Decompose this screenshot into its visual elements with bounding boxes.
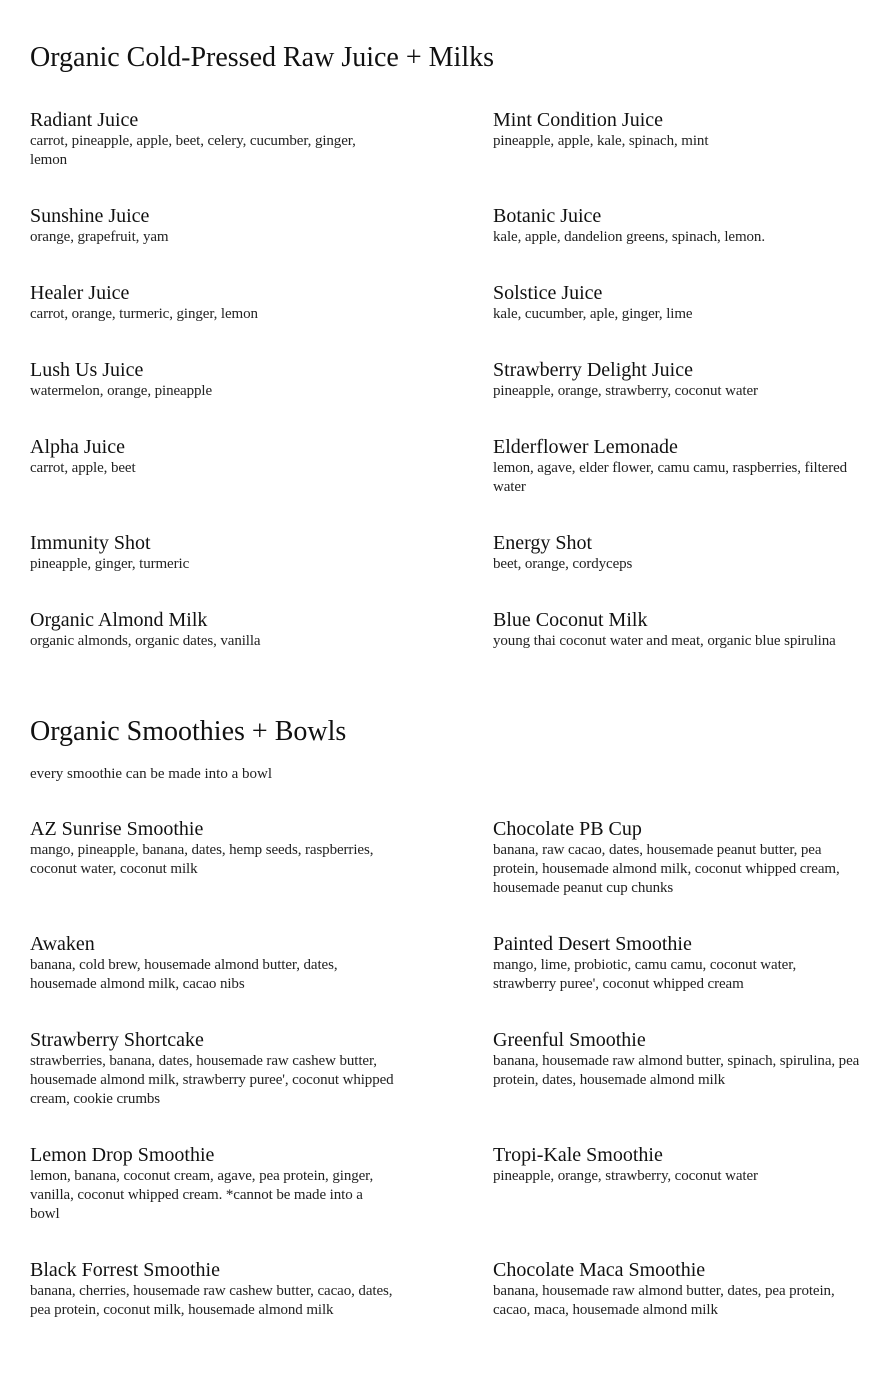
menu-item-name: Awaken (30, 933, 95, 955)
menu-item-name: Painted Desert Smoothie (493, 933, 692, 955)
menu-item-ingredients: beet, orange, cordyceps (493, 556, 633, 572)
menu-item-name: Greenful Smoothie (493, 1029, 646, 1051)
menu-item-ingredients: carrot, apple, beet (30, 460, 136, 476)
menu-item (30, 1143, 395, 1224)
menu-item-ingredients: mango, lime, probiotic, camu camu, coconut water, strawberry puree', coconut whipped cream (493, 957, 797, 992)
menu-item-ingredients: lemon, banana, coconut cream, agave, pea protein, ginger, vanilla, coconut whipped cream. *cannot be made into a bowl (30, 1168, 374, 1222)
menu-item-name: Blue Coconut Milk (493, 609, 648, 631)
menu-item-name: Strawberry Shortcake (30, 1029, 204, 1051)
menu-item-name: Healer Juice (30, 282, 130, 304)
menu-item-ingredients: kale, apple, dandelion greens, spinach, lemon. (493, 229, 765, 245)
menu-item-ingredients: strawberries, banana, dates, housemade raw cashew butter, housemade almond milk, strawberry puree', coconut whipped cream, cookie crumbs (30, 1053, 394, 1107)
menu-item-ingredients: pineapple, orange, strawberry, coconut water (493, 1168, 758, 1184)
menu-item (493, 1258, 860, 1320)
smoothie-section (0, 715, 890, 1320)
menu-item (493, 817, 860, 898)
menu-item-name: Lemon Drop Smoothie (30, 1144, 215, 1166)
menu-item-ingredients: pineapple, ginger, turmeric (30, 556, 190, 572)
menu-item-name: Immunity Shot (30, 532, 151, 554)
menu-item (30, 281, 395, 324)
menu-item-ingredients: pineapple, apple, kale, spinach, mint (493, 133, 709, 149)
menu-item-name: Chocolate Maca Smoothie (493, 1259, 706, 1281)
menu-item-name: Alpha Juice (30, 436, 125, 458)
menu-item (30, 932, 395, 994)
menu-item-name: Tropi-Kale Smoothie (493, 1144, 663, 1166)
menu-item (30, 531, 395, 574)
menu-item (30, 1028, 395, 1109)
menu-item (493, 435, 860, 497)
menu-item-name: AZ Sunrise Smoothie (30, 818, 204, 840)
menu-item-ingredients: banana, raw cacao, dates, housemade peanut butter, pea protein, housemade almond milk, coconut whipped cream, housemade peanut cup chunks (493, 842, 840, 896)
menu-item-name: Mint Condition Juice (493, 109, 663, 131)
menu-item-ingredients: pineapple, orange, strawberry, coconut water (493, 383, 758, 399)
menu-item (493, 108, 860, 170)
menu-item-name: Botanic Juice (493, 205, 602, 227)
menu-item (493, 932, 860, 994)
juice-section (0, 0, 890, 651)
menu-item (493, 531, 860, 574)
menu-item-ingredients: banana, cold brew, housemade almond butter, dates, housemade almond milk, cacao nibs (30, 957, 338, 992)
menu-grid (30, 817, 890, 1320)
menu-item (493, 1028, 860, 1109)
section-title: Organic Cold-Pressed Raw Juice + Milks (30, 42, 494, 73)
menu-item-ingredients: organic almonds, organic dates, vanilla (30, 633, 261, 649)
menu-item-ingredients: carrot, orange, turmeric, ginger, lemon (30, 306, 258, 322)
menu-item-ingredients: orange, grapefruit, yam (30, 229, 169, 245)
menu-item (30, 1258, 395, 1320)
menu-item-ingredients: mango, pineapple, banana, dates, hemp seeds, raspberries, coconut water, coconut milk (30, 842, 374, 877)
section-title: Organic Smoothies + Bowls (30, 716, 347, 747)
menu-item-name: Sunshine Juice (30, 205, 150, 227)
menu-item-name: Strawberry Delight Juice (493, 359, 693, 381)
menu-item-name: Solstice Juice (493, 282, 603, 304)
menu-item-ingredients: watermelon, orange, pineapple (30, 383, 213, 399)
menu-item (493, 281, 860, 324)
menu-item-name: Organic Almond Milk (30, 609, 208, 631)
menu-item (493, 358, 860, 401)
menu-item-ingredients: carrot, pineapple, apple, beet, celery, cucumber, ginger, lemon (30, 133, 356, 168)
menu-item (493, 1143, 860, 1224)
menu-item-name: Energy Shot (493, 532, 593, 554)
menu-item (493, 608, 860, 651)
menu-item-name: Radiant Juice (30, 109, 139, 131)
menu-item-ingredients: banana, housemade raw almond butter, spinach, spirulina, pea protein, dates, housemade almond milk (493, 1053, 860, 1088)
menu-item (30, 204, 395, 247)
menu-item-ingredients: banana, housemade raw almond butter, dates, pea protein, cacao, maca, housemade almond milk (493, 1283, 835, 1318)
menu-item (493, 204, 860, 247)
menu-item-name: Lush Us Juice (30, 359, 144, 381)
menu-item-ingredients: kale, cucumber, aple, ginger, lime (493, 306, 693, 322)
menu-item-ingredients: banana, cherries, housemade raw cashew butter, cacao, dates, pea protein, coconut milk, housemade almond milk (30, 1283, 393, 1318)
menu-item-name: Chocolate PB Cup (493, 818, 642, 840)
menu-grid (30, 108, 890, 651)
menu-item (30, 817, 395, 898)
menu-item (30, 358, 395, 401)
section-subtitle: every smoothie can be made into a bowl (30, 766, 273, 782)
menu-item-ingredients: young thai coconut water and meat, organic blue spirulina (493, 633, 836, 649)
menu-item (30, 435, 395, 497)
menu-item-name: Black Forrest Smoothie (30, 1259, 220, 1281)
menu-item (30, 608, 395, 651)
menu-item-ingredients: lemon, agave, elder flower, camu camu, raspberries, filtered water (493, 460, 848, 495)
menu-item (30, 108, 395, 170)
menu-item-name: Elderflower Lemonade (493, 436, 678, 458)
